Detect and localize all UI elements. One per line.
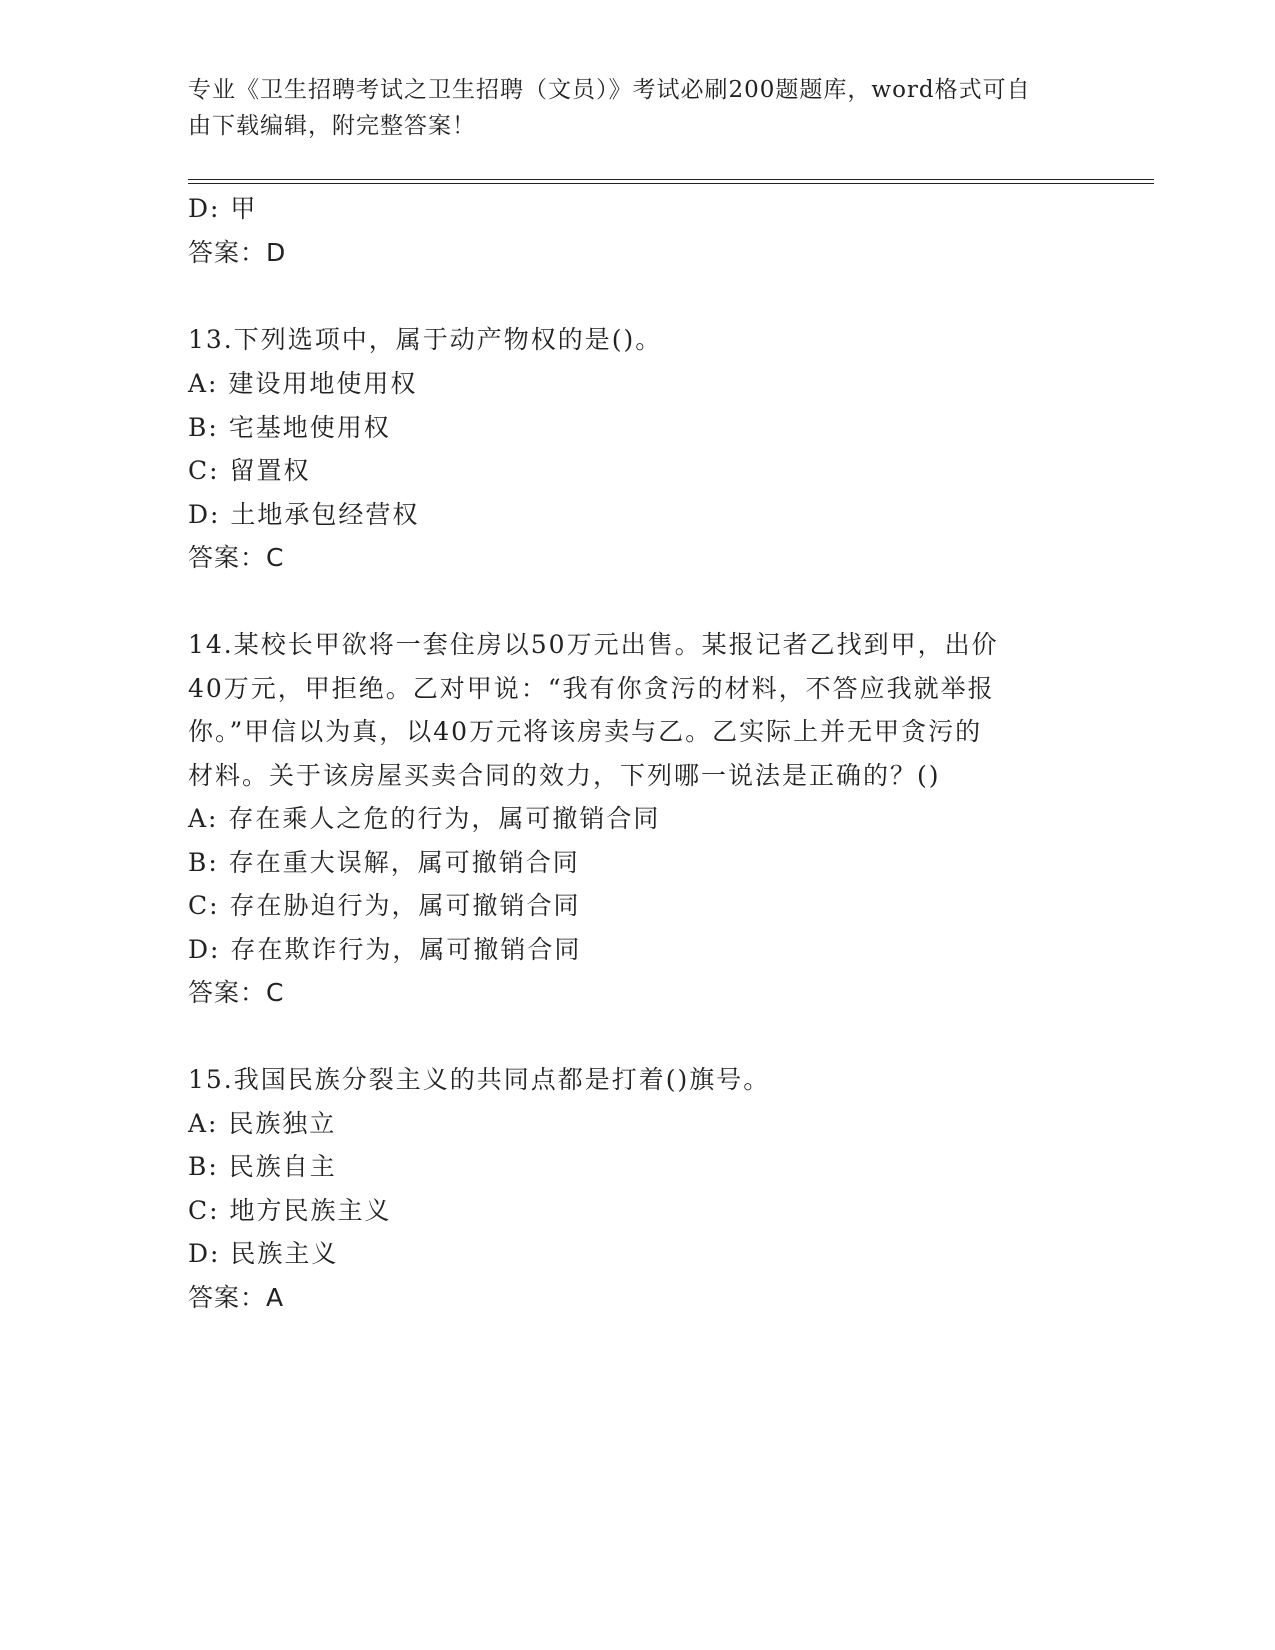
question-14-option-a: A: 存在乘人之危的行为，属可撤销合同: [188, 804, 661, 833]
question-15-option-d: D: 民族主义: [188, 1239, 339, 1268]
question-14-option-d: D: 存在欺诈行为，属可撤销合同: [188, 935, 582, 964]
question-14-stem-line-4: 材料。关于该房屋买卖合同的效力，下列哪一说法是正确的？(): [188, 761, 941, 790]
header-line-2: 由下载编辑，附完整答案！: [188, 113, 476, 139]
question-14-option-c: C: 存在胁迫行为，属可撤销合同: [188, 891, 581, 920]
header-divider-bottom: [188, 183, 1154, 184]
header-line-1: 专业《卫生招聘考试之卫生招聘（文员）》考试必刷200题题库，word格式可自: [188, 77, 1031, 103]
carryover-answer: 答案：D: [188, 238, 287, 267]
question-15-option-a: A: 民族独立: [188, 1109, 337, 1138]
question-13-option-c: C: 留置权: [188, 456, 311, 485]
question-13-option-b: B: 宅基地使用权: [188, 413, 391, 442]
question-13-answer: 答案：C: [188, 543, 285, 572]
question-14-answer: 答案：C: [188, 978, 285, 1007]
carryover-option-d: D: 甲: [188, 194, 258, 223]
question-15-stem: 15.我国民族分裂主义的共同点都是打着()旗号。: [188, 1065, 771, 1094]
question-14-stem-line-1: 14.某校长甲欲将一套住房以50万元出售。某报记者乙找到甲，出价: [188, 630, 999, 659]
question-13-option-a: A: 建设用地使用权: [188, 369, 418, 398]
question-13-stem: 13.下列选项中，属于动产物权的是()。: [188, 325, 663, 354]
question-13-option-d: D: 土地承包经营权: [188, 500, 420, 529]
question-15-option-b: B: 民族自主: [188, 1152, 337, 1181]
document-header: [188, 72, 1068, 144]
question-15-answer: 答案：A: [188, 1283, 285, 1312]
question-15-option-c: C: 地方民族主义: [188, 1196, 392, 1225]
question-14-option-b: B: 存在重大误解，属可撤销合同: [188, 848, 580, 877]
question-14-stem-line-3: 你。”甲信以为真，以40万元将该房卖与乙。乙实际上并无甲贪污的: [188, 717, 983, 746]
header-divider-top: [188, 179, 1154, 180]
question-14-stem-line-2: 40万元，甲拒绝。乙对甲说：“我有你贪污的材料，不答应我就举报: [188, 674, 995, 703]
